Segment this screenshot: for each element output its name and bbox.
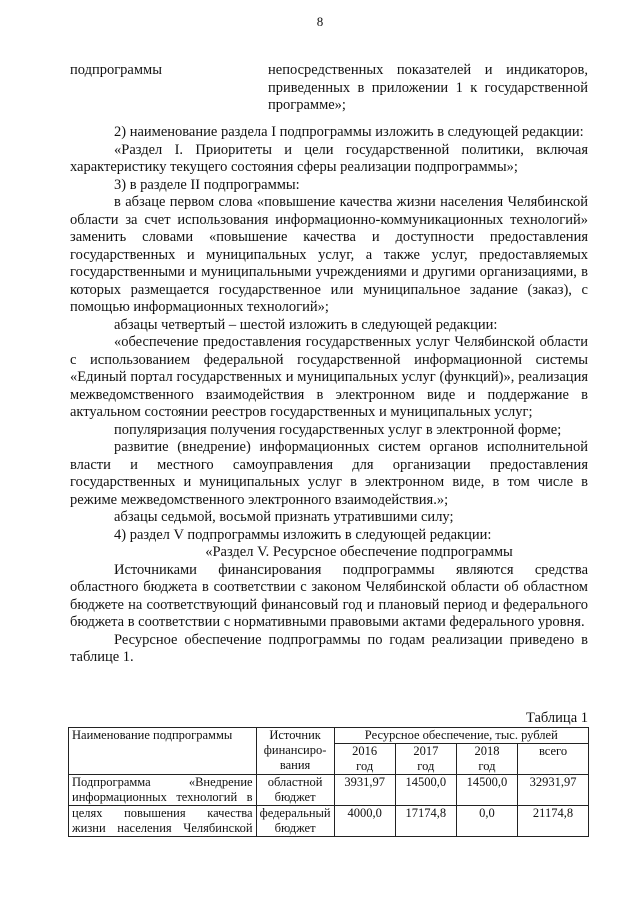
table-header-row bbox=[69, 728, 589, 744]
paragraph: 4) раздел V подпрограммы изложить в следующей редакции: bbox=[114, 526, 492, 543]
section-heading: «Раздел V. Ресурсное обеспечение подпрограммы bbox=[205, 544, 513, 560]
header-total: всего bbox=[518, 744, 589, 775]
document-body bbox=[70, 124, 588, 667]
paragraph: абзацы четвертый – шестой изложить в следующей редакции: bbox=[114, 316, 498, 333]
header-2017: 2017 год bbox=[395, 744, 456, 775]
row-2016: 4000,0 bbox=[334, 806, 395, 837]
table-row bbox=[69, 806, 589, 837]
row-2018: 0,0 bbox=[456, 806, 517, 837]
continuation-right: непосредственных показателей и индикаторов, приведенных в приложении 1 к государственной программе»; bbox=[268, 62, 588, 113]
paragraph: популяризация получения государственных услуг в электронной форме; bbox=[114, 421, 562, 438]
resource-table bbox=[68, 727, 589, 837]
row-2016: 3931,97 bbox=[334, 775, 395, 806]
paragraph: «обеспечение предоставления государственных услуг Челябинской области с использованием федеральной государственной информационной системы «Единый портал государственных и муниципальных услуг (функций)», реализация межведомственного взаимодействия в электронном виде и поддержание в актуальном состоянии реестров государственных и муниципальных услуг; bbox=[70, 334, 588, 420]
table-caption: Таблица 1 bbox=[525, 710, 588, 726]
row-total: 21174,8 bbox=[518, 806, 589, 837]
paragraph: 3) в разделе II подпрограммы: bbox=[114, 176, 300, 193]
header-source: Источник финансиро- вания bbox=[256, 728, 334, 775]
paragraph: абзацы седьмой, восьмой признать утратившими силу; bbox=[114, 509, 454, 525]
row-total: 32931,97 bbox=[518, 775, 589, 806]
program-name-top: Подпрограмма «Внедрение информационных технологий в bbox=[69, 775, 257, 806]
row-source: федеральный бюджет bbox=[256, 806, 334, 837]
paragraph: в абзаце первом слова «повышение качества жизни населения Челябинской области за счет использования информационно-коммуникационных технологий» заменить словами «повышение качества и доступности предоставления государственных и муниципальных услуг, а также услуг, предоставляемых государственными и муниципальными учреждениями и другими организациями, в которых размещается государственное или муниципальное задание (заказ), с помощью информационных технологий»; bbox=[70, 194, 588, 315]
header-name: Наименование подпрограммы bbox=[69, 728, 257, 775]
paragraph: Ресурсное обеспечение подпрограммы по годам реализации приведено в таблице 1. bbox=[70, 631, 588, 665]
header-2016: 2016 год bbox=[334, 744, 395, 775]
paragraph: 2) наименование раздела I подпрограммы изложить в следующей редакции: bbox=[114, 124, 584, 140]
continuation-left: подпрограммы bbox=[70, 62, 162, 78]
program-name-bottom: целях повышения качества жизни населения Челябинской bbox=[69, 806, 257, 837]
header-2018: 2018 год bbox=[456, 744, 517, 775]
row-2017: 17174,8 bbox=[395, 806, 456, 837]
row-source: областной бюджет bbox=[256, 775, 334, 806]
header-resource: Ресурсное обеспечение, тыс. рублей bbox=[334, 728, 588, 744]
row-2018: 14500,0 bbox=[456, 775, 517, 806]
paragraph: развитие (внедрение) информационных систем органов исполнительной власти и местного самоуправления для организации предоставления государственных и муниципальных услуг в электронном виде, в том числе в режиме межведомственного электронного взаимодействия.»; bbox=[70, 439, 588, 508]
paragraph: «Раздел I. Приоритеты и цели государственной политики, включая характеристику текущего состояния сферы реализации подпрограммы»; bbox=[70, 141, 588, 175]
row-2017: 14500,0 bbox=[395, 775, 456, 806]
page-number: 8 bbox=[316, 14, 324, 29]
paragraph: Источниками финансирования подпрограммы являются средства областного бюджета в соответствии с законом Челябинской области об областном бюджете на соответствующий финансовый год и плановый период и федерального бюджета в соответствии с нормативными правовыми актами федерального уровня. bbox=[70, 561, 588, 630]
continuation-row bbox=[70, 62, 588, 115]
table-row bbox=[69, 775, 589, 806]
